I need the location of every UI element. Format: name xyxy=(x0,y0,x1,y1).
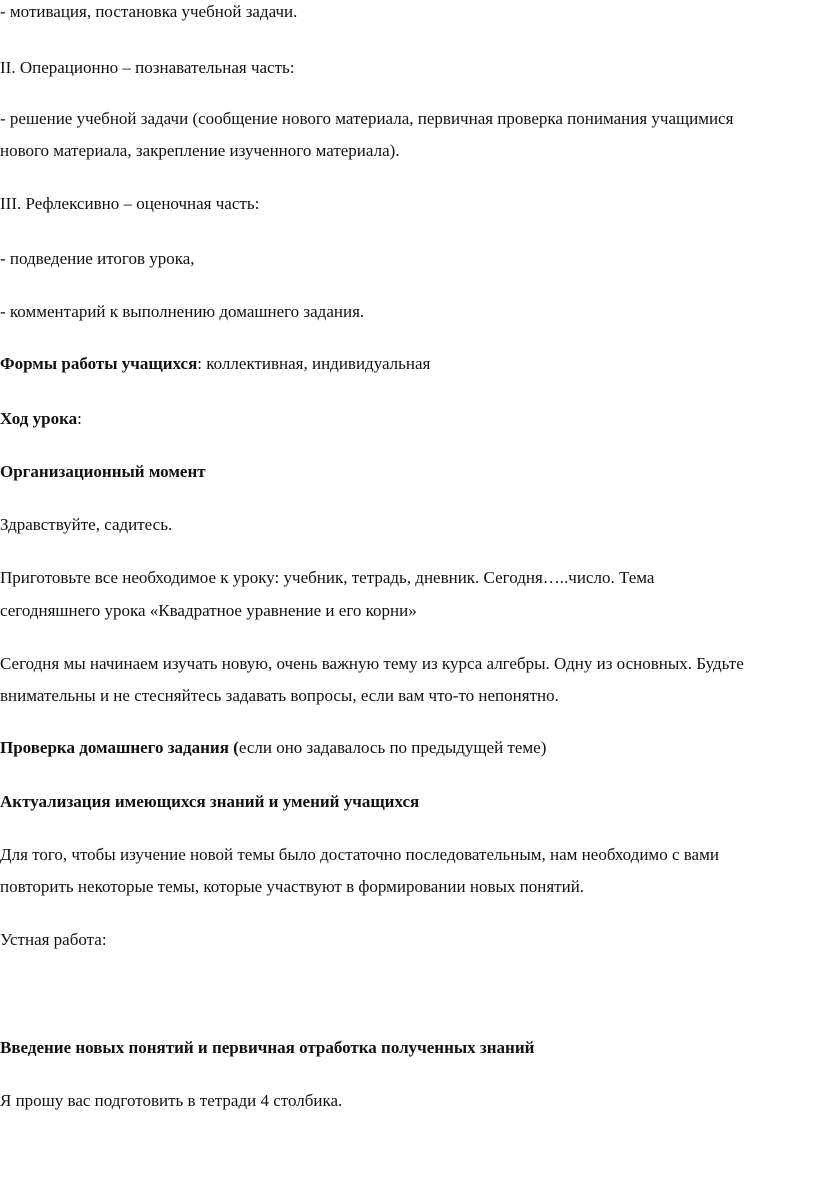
work-forms-label: Формы работы учащихся xyxy=(0,354,198,373)
structure-item-motivation: - мотивация, постановка учебной задачи. xyxy=(0,2,298,21)
work-forms xyxy=(0,354,430,374)
homework-check xyxy=(0,738,546,758)
intro-line2: внимательны и не стесняйтесь задавать вопросы, если вам что-то непонятно. xyxy=(0,686,559,705)
prepare-line1: Приготовьте все необходимое к уроку: учебник, тетрадь, дневник. Сегодня…..число. Тема xyxy=(0,568,655,587)
actualization-heading xyxy=(0,792,419,812)
part3-heading: III. Рефлексивно – оценочная часть: xyxy=(0,194,260,213)
part2-heading: II. Операционно – познавательная часть: xyxy=(0,58,295,77)
org-moment-heading xyxy=(0,462,206,482)
prepare-line2: сегодняшнего урока «Квадратное уравнение и его корни» xyxy=(0,601,417,620)
work-forms-value: : коллективная, индивидуальная xyxy=(197,354,431,373)
part2-item-line2: нового материала, закрепление изученного материала). xyxy=(0,141,400,160)
lesson-flow-label: Ход урока xyxy=(0,409,78,428)
homework-check-label: Проверка домашнего задания ( xyxy=(0,738,239,757)
intro-line1: Сегодня мы начинаем изучать новую, очень важную тему из курса алгебры. Одну из основных. Будьте xyxy=(0,654,744,673)
actualization-line1: Для того, чтобы изучение новой темы было достаточно последовательным, нам необходимо с вами xyxy=(0,845,719,864)
actualization-heading-text: Актуализация имеющихся знаний и умений учащихся xyxy=(0,792,420,811)
lesson-flow xyxy=(0,409,82,429)
columns-request: Я прошу вас подготовить в тетради 4 столбика. xyxy=(0,1091,343,1110)
part2-item-line1: - решение учебной задачи (сообщение нового материала, первичная проверка понимания учащимися xyxy=(0,109,734,128)
homework-check-note: если оно задавалось по предыдущей теме) xyxy=(238,738,547,757)
actualization-line2: повторить некоторые темы, которые участвуют в формировании новых понятий. xyxy=(0,877,585,896)
part3-item-homework-comment: - комментарий к выполнению домашнего задания. xyxy=(0,302,365,321)
part3-item-summary: - подведение итогов урока, xyxy=(0,249,195,268)
new-concepts-heading xyxy=(0,1038,534,1058)
greeting: Здравствуйте, садитесь. xyxy=(0,515,173,534)
lesson-flow-colon: : xyxy=(77,409,82,428)
org-moment-heading-text: Организационный момент xyxy=(0,462,206,481)
new-concepts-heading-text: Введение новых понятий и первичная отработка полученных знаний xyxy=(0,1038,535,1057)
oral-work: Устная работа: xyxy=(0,930,107,949)
